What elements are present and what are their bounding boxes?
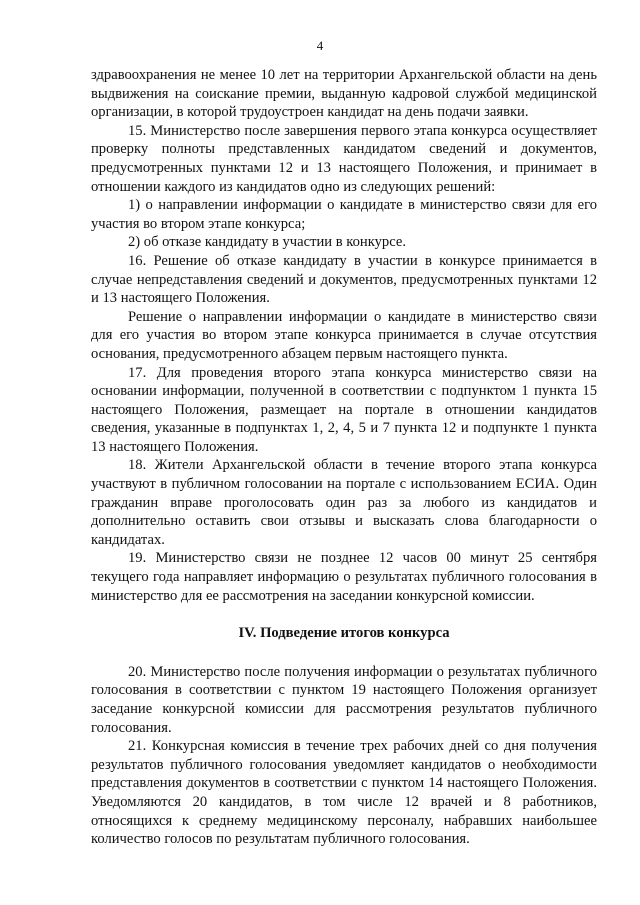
page-number: 4 (316, 38, 324, 53)
document-body (91, 66, 597, 849)
paragraph: здравоохранения не менее 10 лет на территории Архангельской области на день выдвижения на соискание премии, выданную кадровой службой медицинской организации, в которой трудоустроен кандидат на день подачи заявки. (91, 67, 597, 121)
paragraph: 1) о направлении информации о кандидате в министерство связи для его участия во втором этапе конкурса; (91, 197, 597, 232)
paragraph: 20. Министерство после получения информации о результатах публичного голосования в соответствии с пунктом 19 настоящего Положения организует заседание конкурсной комиссии для рассмотрения результатов публичного голосования. (91, 663, 597, 736)
paragraph: 17. Для проведения второго этапа конкурса министерство связи на основании информации, полученной в соответствии с подпунктом 1 пункта 15 настоящего Положения, размещает на портале в отношении кандидатов сведения, указанные в подпунктах 1, 2, 4, 5 и 7 пункта 12 и подпункте 1 пункта 13 настоящего Положения. (91, 364, 597, 455)
paragraph: Решение о направлении информации о кандидате в министерство связи для его участия во втором этапе конкурса принимается в случае отсутствия основания, предусмотренного абзацем первым настоящего пункта. (91, 308, 597, 362)
paragraph: 2) об отказе кандидату в участии в конкурсе. (128, 234, 406, 251)
paragraph: 15. Министерство после завершения первого этапа конкурса осуществляет проверку полноты представленных кандидатом сведений и документов, предусмотренных пунктами 12 и 13 настоящего Положения, и принимает в отношении каждого из кандидатов одно из следующих решений: (91, 122, 597, 195)
paragraph: 18. Жители Архангельской области в течение второго этапа конкурса участвуют в публичном голосовании на портале с использованием ЕСИА. Один гражданин вправе проголосовать один раз за любого из кандидатов и дополнительно оставить свои отзывы и высказать слова благодарности о кандидатах. (91, 457, 597, 548)
paragraph: 21. Конкурсная комиссия в течение трех рабочих дней со дня получения результатов публичного голосования уведомляет кандидатов о необходимости представления документов в соответствии с пунктом 14 настоящего Положения. Уведомляются 20 кандидатов, в том числе 12 врачей и 8 работников, относящихся к среднему медицинскому персоналу, набравших наибольшее количество голосов по результатам публичного голосования. (91, 738, 597, 848)
paragraph: 16. Решение об отказе кандидату в участии в конкурсе принимается в случае непредставления сведений и документов, предусмотренных пунктами 12 и 13 настоящего Положения. (91, 252, 597, 307)
paragraph: 19. Министерство связи не позднее 12 часов 00 минут 25 сентября текущего года направляет информацию о результатах публичного голосования в министерство для ее рассмотрения на заседании конкурсной комиссии. (91, 550, 597, 604)
section-heading: IV. Подведение итогов конкурса (238, 625, 450, 642)
